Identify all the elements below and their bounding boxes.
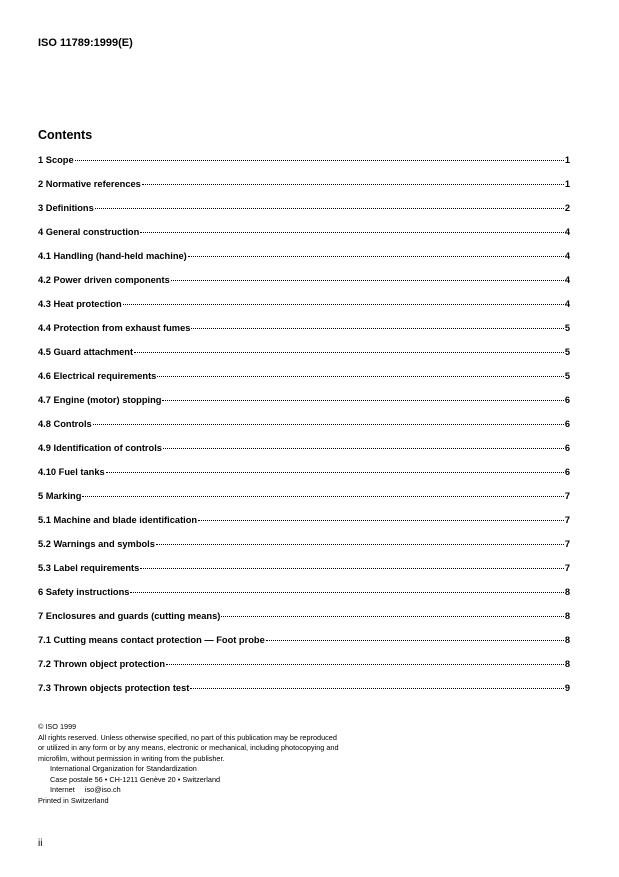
toc-dot-leader: [162, 400, 563, 401]
toc-entry[interactable]: [38, 179, 570, 203]
toc-entry[interactable]: [38, 563, 570, 587]
toc-entry[interactable]: [38, 611, 570, 635]
toc-entry-page: 4: [564, 251, 570, 261]
toc-entry[interactable]: [38, 515, 570, 539]
toc-entry[interactable]: [38, 155, 570, 179]
toc-dot-leader: [140, 232, 564, 233]
toc-entry-title: 4.3 Heat protection: [38, 299, 122, 309]
toc-entry-page: 6: [564, 419, 570, 429]
toc-entry-page: 6: [564, 467, 570, 477]
toc-entry-title: 5.3 Label requirements: [38, 563, 140, 573]
copyright-line: © ISO 1999: [38, 722, 77, 731]
toc-dot-leader: [130, 592, 563, 593]
toc-entry-page: 4: [564, 299, 570, 309]
toc-entry[interactable]: [38, 347, 570, 371]
toc-entry-title: 4.5 Guard attachment: [38, 347, 134, 357]
rights-text-line: microfilm, without permission in writing from the publisher.: [38, 753, 225, 763]
document-id-header: ISO 11789:1999(E): [38, 37, 133, 49]
toc-entry[interactable]: [38, 371, 570, 395]
toc-entry-page: 5: [564, 347, 570, 357]
toc-entry[interactable]: [38, 251, 570, 275]
toc-dot-leader: [221, 616, 563, 617]
toc-entry-page: 2: [564, 203, 570, 213]
toc-entry[interactable]: [38, 203, 570, 227]
toc-entry-title: 4.4 Protection from exhaust fumes: [38, 323, 191, 333]
toc-entry-page: 1: [564, 155, 570, 165]
toc-dot-leader: [266, 640, 564, 641]
toc-dot-leader: [134, 352, 564, 353]
toc-entry[interactable]: [38, 395, 570, 419]
rights-text-line: or utilized in any form or by any means, electronic or mechanical, including photocopying and: [38, 743, 339, 752]
organization-internet: Internet iso@iso.ch: [50, 785, 121, 794]
toc-entry-title: 4.1 Handling (hand-held machine): [38, 251, 187, 261]
toc-entry-title: 5.2 Warnings and symbols: [38, 539, 155, 549]
toc-dot-leader: [75, 160, 564, 161]
toc-entry[interactable]: [38, 419, 570, 443]
toc-entry-page: 7: [564, 563, 570, 573]
toc-entry-page: 6: [564, 443, 570, 453]
toc-entry-page: 5: [564, 323, 570, 333]
toc-entry[interactable]: [38, 539, 570, 563]
toc-entry-page: 7: [564, 515, 570, 525]
toc-entry-page: 7: [564, 491, 570, 501]
toc-entry-title: 3 Definitions: [38, 203, 94, 213]
toc-entry-page: 8: [564, 611, 570, 621]
toc-dot-leader: [171, 280, 564, 281]
toc-entry-page: 4: [564, 275, 570, 285]
toc-entry-title: 4.9 Identification of controls: [38, 443, 162, 453]
table-of-contents: [38, 155, 570, 707]
toc-entry-title: 4.6 Electrical requirements: [38, 371, 157, 381]
toc-dot-leader: [163, 448, 564, 449]
toc-entry-title: 7.3 Thrown objects protection test: [38, 683, 190, 693]
toc-entry[interactable]: [38, 323, 570, 347]
toc-entry-title: 4.8 Controls: [38, 419, 92, 429]
toc-entry-title: 5.1 Machine and blade identification: [38, 515, 198, 525]
toc-entry-title: 2 Normative references: [38, 179, 141, 189]
toc-entry[interactable]: [38, 227, 570, 251]
toc-entry-page: 9: [564, 683, 570, 693]
toc-entry[interactable]: [38, 683, 570, 707]
toc-entry[interactable]: [38, 635, 570, 659]
toc-entry-title: 7.1 Cutting means contact protection — Foot probe: [38, 635, 265, 645]
printed-in: Printed in Switzerland: [38, 795, 109, 805]
toc-entry-title: 4.10 Fuel tanks: [38, 467, 105, 477]
toc-dot-leader: [190, 688, 563, 689]
toc-entry-title: 1 Scope: [38, 155, 74, 165]
rights-text-line: All rights reserved. Unless otherwise specified, no part of this publication may be reproduced: [38, 732, 337, 742]
toc-dot-leader: [191, 328, 563, 329]
toc-entry[interactable]: [38, 659, 570, 683]
toc-entry-page: 8: [564, 635, 570, 645]
toc-entry-title: 4.7 Engine (motor) stopping: [38, 395, 162, 405]
page-number: ii: [38, 838, 43, 849]
toc-entry-title: 5 Marking: [38, 491, 82, 501]
toc-entry-page: 7: [564, 539, 570, 549]
toc-entry-title: 7.2 Thrown object protection: [38, 659, 166, 669]
toc-entry[interactable]: [38, 467, 570, 491]
organization-address: Case postale 56 • CH-1211 Genève 20 • Switzerland: [50, 774, 221, 784]
toc-entry-page: 1: [564, 179, 570, 189]
toc-dot-leader: [198, 520, 564, 521]
contents-heading: Contents: [38, 128, 93, 142]
toc-dot-leader: [93, 424, 564, 425]
copyright-block: [38, 722, 398, 806]
toc-dot-leader: [142, 184, 564, 185]
toc-dot-leader: [188, 256, 564, 257]
toc-entry-page: 4: [564, 227, 570, 237]
toc-entry-title: 6 Safety instructions: [38, 587, 130, 597]
toc-entry-title: 4 General construction: [38, 227, 140, 237]
toc-dot-leader: [95, 208, 564, 209]
toc-dot-leader: [166, 664, 564, 665]
toc-entry[interactable]: [38, 443, 570, 467]
toc-entry[interactable]: [38, 491, 570, 515]
toc-dot-leader: [156, 544, 564, 545]
toc-dot-leader: [123, 304, 564, 305]
toc-entry-page: 6: [564, 395, 570, 405]
toc-entry-page: 5: [564, 371, 570, 381]
toc-entry-page: 8: [564, 659, 570, 669]
toc-dot-leader: [82, 496, 563, 497]
toc-dot-leader: [106, 472, 564, 473]
toc-entry[interactable]: [38, 275, 570, 299]
toc-entry-title: 7 Enclosures and guards (cutting means): [38, 611, 221, 621]
toc-dot-leader: [157, 376, 563, 377]
toc-entry-page: 8: [564, 587, 570, 597]
toc-dot-leader: [140, 568, 564, 569]
organization-name: International Organization for Standardization: [50, 764, 197, 773]
toc-entry[interactable]: [38, 299, 570, 323]
toc-entry-title: 4.2 Power driven components: [38, 275, 170, 285]
toc-entry[interactable]: [38, 587, 570, 611]
